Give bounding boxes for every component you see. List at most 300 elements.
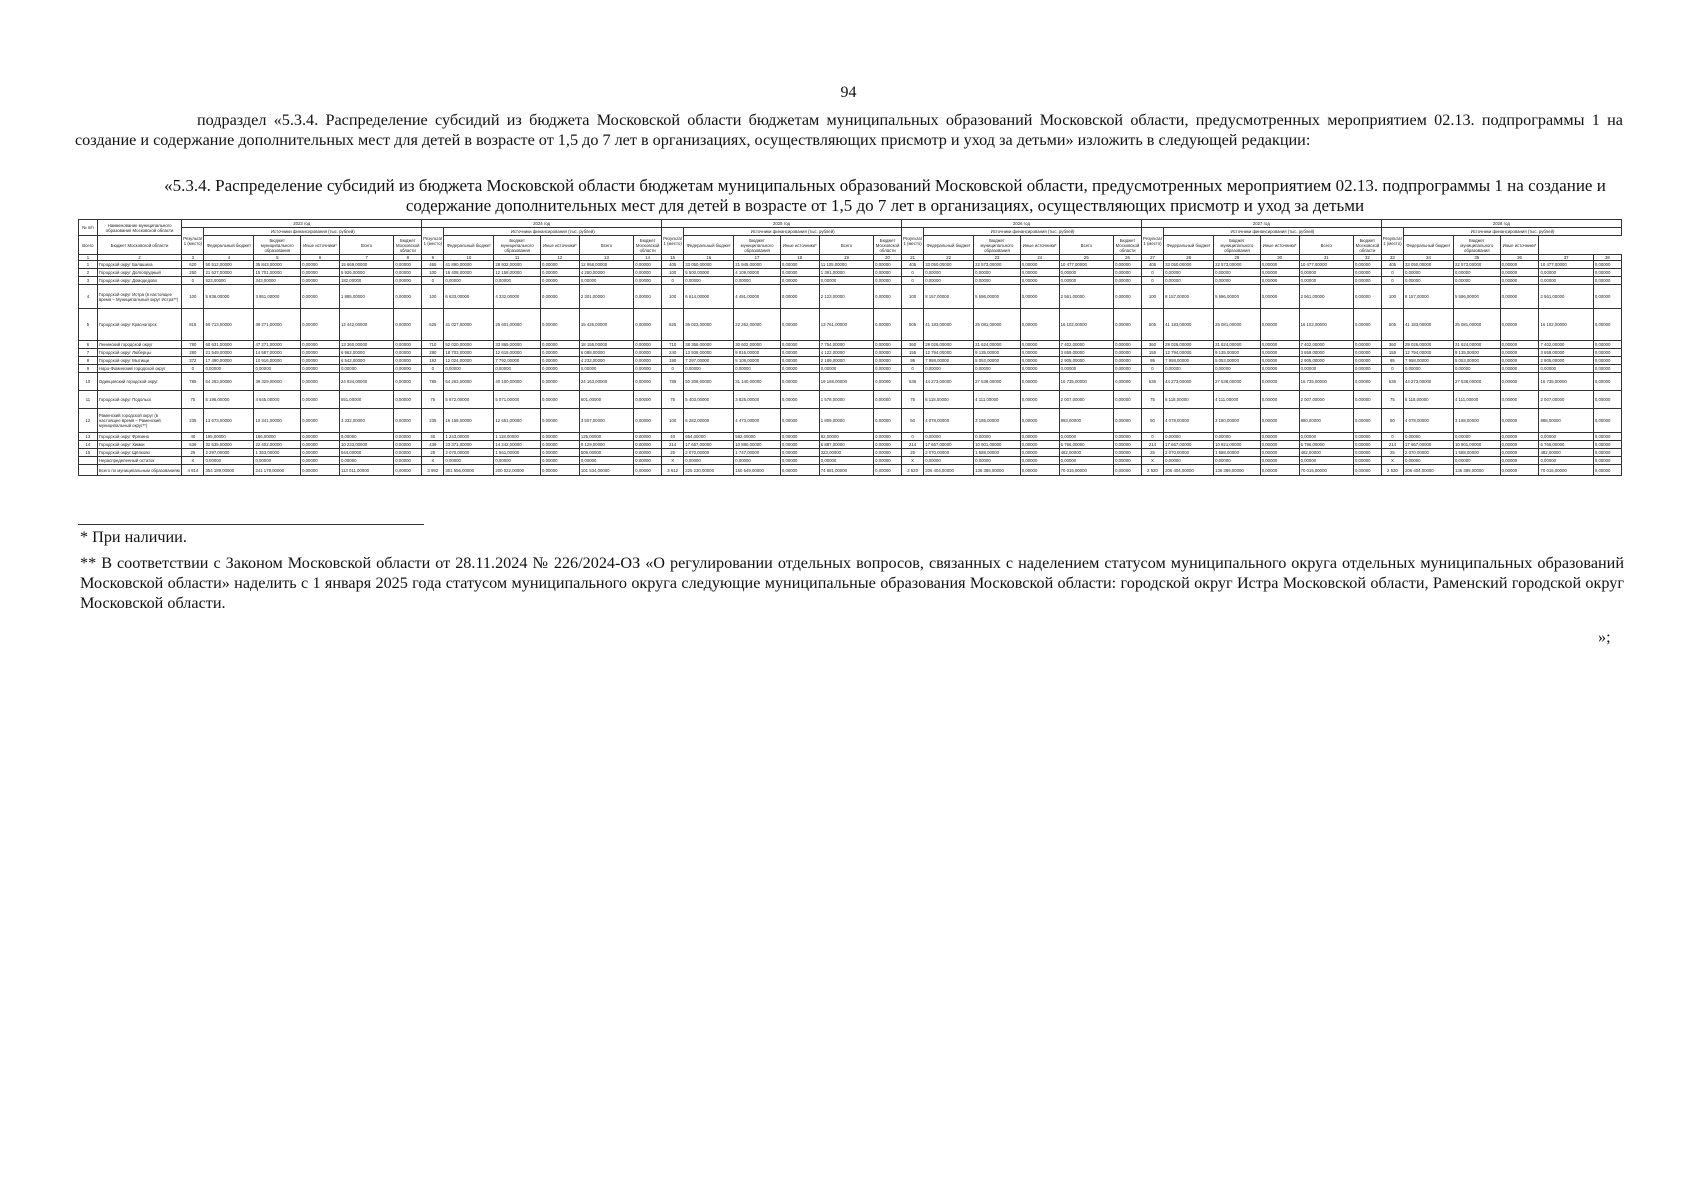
cell-amount: 39 329,00000 <box>254 373 301 391</box>
col-number: 14 <box>634 255 662 261</box>
col-number: 31 <box>1299 255 1353 261</box>
col-number: 16 <box>684 255 734 261</box>
cell-amount: 2 561,00000 <box>1059 285 1113 309</box>
cell-amount: 482,00000 <box>1059 449 1113 457</box>
col-number: 33 <box>1381 255 1403 261</box>
table-row <box>79 373 1622 391</box>
cell-amount: 136 389,00000 <box>1214 465 1261 476</box>
cell-amount: 44 273,00000 <box>1164 373 1214 391</box>
cell-amount: 6 088,00000 <box>579 349 633 357</box>
cell-result: 100 <box>662 409 684 433</box>
cell-amount: 4 078,00000 <box>1404 409 1454 433</box>
cell-amount: 0,00000 <box>780 309 819 341</box>
cell-amount: 22 402,00000 <box>254 441 301 449</box>
cell-amount: 0,00000 <box>394 349 422 357</box>
cell-amount: 27 538,00000 <box>1214 373 1261 391</box>
cell-amount: 25 081,00000 <box>1453 309 1500 341</box>
cell-result: 405 <box>662 261 684 269</box>
cell-amount: 0,00000 <box>301 441 340 449</box>
col-subcol-header: Бюджет Московской области <box>874 236 902 255</box>
cell-amount: 944,00000 <box>339 449 393 457</box>
cell-amount: 5 672,00000 <box>444 391 494 409</box>
cell-amount: 0,00000 <box>301 409 340 433</box>
cell-amount: 0,00000 <box>780 409 819 433</box>
cell-amount: 0,00000 <box>1020 449 1059 457</box>
cell-amount: 5 053,00000 <box>974 357 1021 365</box>
cell-amount: 4 491,00000 <box>734 285 781 309</box>
cell-amount: 0,00000 <box>1020 365 1059 373</box>
cell-result: 465 <box>422 261 444 269</box>
cell-amount: 41 890,00000 <box>444 261 494 269</box>
cell-amount: 2 007,00000 <box>1539 391 1593 409</box>
cell-amount: 13 673,00000 <box>204 409 254 433</box>
cell-amount: 0,00000 <box>1353 373 1381 391</box>
cell-amount: 0,00000 <box>1260 441 1299 449</box>
cell-amount: 0,00000 <box>974 365 1021 373</box>
col-result-header: Результат 1 (место) <box>901 228 923 255</box>
cell-amount: 0,00000 <box>1114 309 1142 341</box>
col-number: 8 <box>394 255 422 261</box>
cell-amount: 0,00000 <box>444 457 494 465</box>
cell-amount: 0,00000 <box>540 365 579 373</box>
cell-amount: 582,00000 <box>734 433 781 441</box>
cell-amount: 0,00000 <box>1453 269 1500 277</box>
cell-amount: 64 263,00000 <box>204 373 254 391</box>
cell-amount: 0,00000 <box>1214 277 1261 285</box>
cell-amount: 9 129,00000 <box>579 441 633 449</box>
cell-amount: 0,00000 <box>1020 261 1059 269</box>
cell-amount: 0,00000 <box>540 357 579 365</box>
cell-amount: 0,00000 <box>1114 349 1142 357</box>
cell-amount: 0,00000 <box>1020 433 1059 441</box>
col-number: 12 <box>540 255 579 261</box>
cell-amount: 15 701,00000 <box>254 269 301 277</box>
row-municipality-name: Городской округ Истра (в настоящее время – Муниципальный округ Истра**) <box>97 285 181 309</box>
cell-amount: 125,00000 <box>579 433 633 441</box>
cell-amount: 0,00000 <box>634 349 662 357</box>
cell-amount: 0,00000 <box>924 365 974 373</box>
cell-amount: 4 332,00000 <box>494 285 541 309</box>
cell-amount: 0,00000 <box>1114 373 1142 391</box>
cell-amount: 16 102,00000 <box>1539 309 1593 341</box>
cell-amount: 2 070,00000 <box>1164 449 1214 457</box>
cell-amount: 354 189,00000 <box>204 465 254 476</box>
cell-amount: 0,00000 <box>780 465 819 476</box>
cell-amount: 21 945,00000 <box>734 261 781 269</box>
cell-result: 280 <box>182 349 204 357</box>
cell-result: 0 <box>1141 433 1163 441</box>
cell-amount: 0,00000 <box>1114 357 1142 365</box>
col-subcol-header: Бюджет муниципального образования <box>494 236 541 255</box>
cell-amount: 16 158,00000 <box>444 409 494 433</box>
cell-result: 439 <box>422 441 444 449</box>
cell-amount: 0,00000 <box>1593 441 1621 449</box>
cell-amount: 0,00000 <box>634 277 662 285</box>
cell-amount: 17 667,00000 <box>684 441 734 449</box>
cell-amount: 12 024,00000 <box>444 357 494 365</box>
cell-amount: 21 549,00000 <box>204 349 254 357</box>
table-row <box>79 285 1622 309</box>
cell-amount: 10 477,00000 <box>1539 261 1593 269</box>
cell-amount: 0,00000 <box>1114 365 1142 373</box>
cell-result: 505 <box>1141 309 1163 341</box>
cell-amount: 0,00000 <box>780 449 819 457</box>
header-sources-row <box>79 228 1622 236</box>
cell-amount: 0,00000 <box>1500 457 1539 465</box>
cell-amount: 0,00000 <box>1299 433 1353 441</box>
cell-result: X <box>662 457 684 465</box>
col-subcol-header: Бюджет Московской области <box>1114 236 1142 255</box>
cell-amount: 0,00000 <box>394 261 422 269</box>
cell-result: 0 <box>901 365 923 373</box>
cell-amount: 0,00000 <box>974 433 1021 441</box>
cell-amount: 0,00000 <box>254 365 301 373</box>
cell-amount: 2 301,00000 <box>579 285 633 309</box>
table-row <box>79 341 1622 349</box>
cell-amount: 0,00000 <box>1164 365 1214 373</box>
cell-amount: 10 901,00000 <box>974 441 1021 449</box>
cell-amount: 0,00000 <box>874 285 902 309</box>
row-number: 2 <box>79 269 98 277</box>
cell-amount: 482,00000 <box>1539 449 1593 457</box>
cell-result: 214 <box>901 441 923 449</box>
col-number: 2 <box>97 255 181 261</box>
cell-amount: 0,00000 <box>684 365 734 373</box>
cell-amount: 0,00000 <box>974 277 1021 285</box>
cell-result: 100 <box>662 269 684 277</box>
cell-amount: 41 183,00000 <box>1164 309 1214 341</box>
footnote-1: * При наличии. <box>80 528 187 546</box>
cell-amount: 0,00000 <box>974 269 1021 277</box>
year-header: 2027 год <box>1141 220 1381 228</box>
col-number: 17 <box>734 255 781 261</box>
cell-amount: 0,00000 <box>394 441 422 449</box>
cell-amount: 0,00000 <box>301 357 340 365</box>
cell-amount: 601,00000 <box>579 391 633 409</box>
cell-amount: 41 027,00000 <box>444 309 494 341</box>
cell-amount: 0,00000 <box>1260 457 1299 465</box>
cell-amount: 0,00000 <box>1500 285 1539 309</box>
cell-amount: 32 635,00000 <box>204 441 254 449</box>
cell-result: 372 <box>182 357 204 365</box>
cell-amount: 52 020,00000 <box>444 341 494 349</box>
cell-amount: 2 561,00000 <box>1299 285 1353 309</box>
cell-amount: 0,00000 <box>301 449 340 457</box>
cell-amount: 38 356,00000 <box>684 341 734 349</box>
cell-result: 3 992 <box>422 465 444 476</box>
cell-amount: 7 402,00000 <box>1299 341 1353 349</box>
cell-result: 360 <box>901 341 923 349</box>
cell-amount: 0,00000 <box>874 277 902 285</box>
row-number <box>79 465 98 476</box>
cell-amount: 509,00000 <box>579 449 633 457</box>
cell-amount: 5 053,00000 <box>1214 357 1261 365</box>
cell-amount: 0,00000 <box>1299 365 1353 373</box>
cell-amount: 38 271,00000 <box>254 309 301 341</box>
cell-amount: 0,00000 <box>339 365 393 373</box>
cell-result: 250 <box>182 269 204 277</box>
cell-amount: 0,00000 <box>1260 349 1299 357</box>
cell-amount: 0,00000 <box>874 349 902 357</box>
cell-amount: 0,00000 <box>874 457 902 465</box>
cell-amount: 3 188,00000 <box>1453 409 1500 433</box>
cell-result: 25 <box>662 449 684 457</box>
cell-amount: 25 601,00000 <box>494 309 541 341</box>
table-row <box>79 433 1622 441</box>
cell-amount: 0,00000 <box>1500 373 1539 391</box>
cell-result: 2 520 <box>1141 465 1163 476</box>
row-number: 13 <box>79 433 98 441</box>
table-row <box>79 349 1622 357</box>
cell-result: 405 <box>1381 261 1403 269</box>
cell-amount: 12 794,00000 <box>924 349 974 357</box>
cell-amount: 0,00000 <box>494 277 541 285</box>
col-number: 26 <box>1114 255 1142 261</box>
cell-amount: 0,00000 <box>734 277 781 285</box>
col-subcol-header: Иные источники* <box>301 236 340 255</box>
cell-amount: 0,00000 <box>780 373 819 391</box>
cell-result: 0 <box>422 365 444 373</box>
cell-amount: 0,00000 <box>301 349 340 357</box>
cell-amount: 7 297,00000 <box>684 357 734 365</box>
cell-amount: 0,00000 <box>634 409 662 433</box>
year-header: 2028 год <box>1381 220 1621 228</box>
cell-amount: 0,00000 <box>540 349 579 357</box>
col-subcol-header: Федеральный бюджет <box>924 236 974 255</box>
cell-result: 0 <box>422 277 444 285</box>
cell-amount: 2 070,00000 <box>684 449 734 457</box>
cell-amount: 206 404,00000 <box>1164 465 1214 476</box>
row-number: 10 <box>79 373 98 391</box>
cell-amount: 0,00000 <box>540 465 579 476</box>
cell-amount: 70 015,00000 <box>1299 465 1353 476</box>
cell-result: 0 <box>901 277 923 285</box>
cell-amount: 17 667,00000 <box>924 441 974 449</box>
cell-result: 785 <box>422 373 444 391</box>
cell-amount: 0,00000 <box>1353 449 1381 457</box>
cell-amount: 0,00000 <box>394 373 422 391</box>
cell-amount: 0,00000 <box>1260 433 1299 441</box>
cell-amount: 4 250,00000 <box>579 269 633 277</box>
cell-amount: 0,00000 <box>301 277 340 285</box>
row-number: 8 <box>79 357 98 365</box>
cell-amount: 0,00000 <box>1539 277 1593 285</box>
col-subcol-header: Иные источники* <box>1260 236 1299 255</box>
cell-amount: 0,00000 <box>1114 409 1142 433</box>
cell-amount: 33 050,00000 <box>1404 261 1454 269</box>
year-header: 2025 год <box>662 220 902 228</box>
cell-amount: 206 404,00000 <box>1404 465 1454 476</box>
cell-amount: 0,00000 <box>874 341 902 349</box>
cell-amount: 7 402,00000 <box>1059 341 1113 349</box>
cell-amount: 0,00000 <box>1500 341 1539 349</box>
cell-amount: 50 512,00000 <box>204 261 254 269</box>
row-municipality-name: Городской округ Домодедово <box>97 277 181 285</box>
cell-amount: 12 615,00000 <box>494 349 541 357</box>
cell-amount: 0,00000 <box>780 341 819 349</box>
row-municipality-name: Одинцовский городской округ <box>97 373 181 391</box>
cell-result: X <box>422 457 444 465</box>
cell-amount: 21 624,00000 <box>1453 341 1500 349</box>
cell-amount: 0,00000 <box>1593 285 1621 309</box>
col-number: 13 <box>579 255 633 261</box>
cell-amount: 0,00000 <box>924 277 974 285</box>
cell-amount: 50 308,00000 <box>684 373 734 391</box>
cell-amount: 0,00000 <box>1020 457 1059 465</box>
cell-amount: 0,00000 <box>874 465 902 476</box>
cell-amount: 2 905,00000 <box>1059 357 1113 365</box>
cell-amount: 8 157,00000 <box>1404 285 1454 309</box>
cell-amount: 0,00000 <box>1114 457 1142 465</box>
cell-amount: 0,00000 <box>1539 269 1593 277</box>
cell-amount: 0,00000 <box>634 261 662 269</box>
cell-amount: 0,00000 <box>634 391 662 409</box>
cell-amount: 0,00000 <box>1353 441 1381 449</box>
cell-result: 0 <box>901 433 923 441</box>
cell-result: 0 <box>1141 365 1163 373</box>
col-result-header: Результат 1 (место) <box>422 228 444 255</box>
cell-amount: 0,00000 <box>1020 309 1059 341</box>
col-number: 35 <box>1453 255 1500 261</box>
cell-amount: 0,00000 <box>394 457 422 465</box>
table-row <box>79 261 1622 269</box>
table-row <box>79 391 1622 409</box>
cell-amount: 21 624,00000 <box>974 341 1021 349</box>
cell-amount: 0,00000 <box>1593 391 1621 409</box>
cell-amount: 0,00000 <box>780 269 819 277</box>
cell-amount: 0,00000 <box>819 365 873 373</box>
cell-amount: 7 958,00000 <box>1404 357 1454 365</box>
cell-amount: 2 070,00000 <box>924 449 974 457</box>
cell-amount: 22 573,00000 <box>1453 261 1500 269</box>
cell-amount: 0,00000 <box>634 309 662 341</box>
row-municipality-name: Городской округ Балашиха <box>97 261 181 269</box>
cell-amount: 0,00000 <box>780 391 819 409</box>
cell-amount: 0,00000 <box>540 391 579 409</box>
cell-amount: 3 659,00000 <box>1059 349 1113 357</box>
col-subcol-header: Федеральный бюджет <box>1164 236 1214 255</box>
cell-amount: 0,00000 <box>1353 357 1381 365</box>
col-number: 29 <box>1214 255 1261 261</box>
cell-result: 3 612 <box>662 465 684 476</box>
cell-result: 75 <box>422 391 444 409</box>
cell-amount: 0,00000 <box>874 357 902 365</box>
cell-amount: 0,00000 <box>494 365 541 373</box>
closing-mark: »; <box>1598 628 1611 646</box>
cell-amount: 0,00000 <box>1539 433 1593 441</box>
cell-amount: 0,00000 <box>444 365 494 373</box>
cell-amount: 0,00000 <box>1539 457 1593 465</box>
cell-amount: 0,00000 <box>540 261 579 269</box>
cell-amount: 24 934,00000 <box>339 373 393 391</box>
cell-amount: 3 507,00000 <box>579 409 633 433</box>
cell-amount: 0,00000 <box>394 309 422 341</box>
cell-amount: 0,00000 <box>1404 457 1454 465</box>
cell-amount: 29 026,00000 <box>1404 341 1454 349</box>
cell-amount: 0,00000 <box>1114 449 1142 457</box>
cell-amount: 7 958,00000 <box>1164 357 1214 365</box>
cell-amount: 0,00000 <box>540 285 579 309</box>
cell-amount: 0,00000 <box>394 357 422 365</box>
cell-result: 190 <box>662 357 684 365</box>
year-header: 2024 год <box>422 220 662 228</box>
cell-amount: 7 958,00000 <box>924 357 974 365</box>
cell-amount: 0,00000 <box>1500 433 1539 441</box>
cell-amount: 893,00000 <box>1059 409 1113 433</box>
cell-amount: 0,00000 <box>394 365 422 373</box>
table-row <box>79 365 1622 373</box>
cell-amount: 0,00000 <box>339 457 393 465</box>
cell-amount: 82,00000 <box>819 433 873 441</box>
cell-amount: 0,00000 <box>780 349 819 357</box>
cell-amount: 9,00000 <box>339 433 393 441</box>
cell-result: 95 <box>1381 357 1403 365</box>
cell-amount: 8 157,00000 <box>1164 285 1214 309</box>
cell-amount: 0,00000 <box>1593 261 1621 269</box>
cell-amount: 25 081,00000 <box>974 309 1021 341</box>
col-subcol-header: Бюджет муниципального образования <box>974 236 1021 255</box>
cell-amount: 136 389,00000 <box>974 465 1021 476</box>
cell-amount: 0,00000 <box>1593 457 1621 465</box>
cell-amount: 27 538,00000 <box>1453 373 1500 391</box>
cell-amount: 1 747,00000 <box>734 449 781 457</box>
cell-amount: 0,00000 <box>874 365 902 373</box>
cell-result: 536 <box>1141 373 1163 391</box>
cell-amount: 0,00000 <box>1114 269 1142 277</box>
row-number: 15 <box>79 449 98 457</box>
cell-amount: 0,00000 <box>1593 373 1621 391</box>
row-number: 11 <box>79 391 98 409</box>
cell-amount: 2 007,00000 <box>1059 391 1113 409</box>
cell-amount: 44 273,00000 <box>1404 373 1454 391</box>
cell-amount: 0,00000 <box>924 269 974 277</box>
cell-amount: 664,00000 <box>684 433 734 441</box>
cell-amount: 0,00000 <box>1593 341 1621 349</box>
cell-amount: 22 573,00000 <box>1214 261 1261 269</box>
cell-amount: 0,00000 <box>1500 357 1539 365</box>
cell-amount: 195,00000 <box>204 433 254 441</box>
cell-result: 50 <box>1381 409 1403 433</box>
cell-amount: 0,00000 <box>494 457 541 465</box>
cell-amount: 1 391,00000 <box>819 269 873 277</box>
table-row <box>79 409 1622 433</box>
cell-amount: 16 735,00000 <box>1539 373 1593 391</box>
col-sources-header: Источники финансирования (тыс. рублей) <box>204 228 422 236</box>
cell-amount: 6 796,00000 <box>1299 441 1353 449</box>
cell-amount: 3 180,00000 <box>1214 409 1261 433</box>
cell-result: 75 <box>1141 391 1163 409</box>
cell-amount: 0,00000 <box>1020 373 1059 391</box>
cell-amount: 0,00000 <box>1404 269 1454 277</box>
cell-amount: 0,00000 <box>1020 409 1059 433</box>
col-sources-header: Источники финансирования (тыс. рублей) <box>1404 228 1622 236</box>
cell-amount: 0,00000 <box>874 441 902 449</box>
cell-amount: 0,00000 <box>394 449 422 457</box>
col-subcol-header: Бюджет Московской области <box>394 236 422 255</box>
cell-result: 780 <box>182 341 204 349</box>
cell-result: 785 <box>662 373 684 391</box>
cell-result: 280 <box>422 349 444 357</box>
cell-amount: 10 901,00000 <box>1453 441 1500 449</box>
cell-amount: 1 118,00000 <box>494 433 541 441</box>
cell-result: 25 <box>182 449 204 457</box>
cell-amount: 3 951,00000 <box>254 285 301 309</box>
cell-result: 95 <box>1141 357 1163 365</box>
cell-result: 2 520 <box>1381 465 1403 476</box>
cell-result: 192 <box>422 357 444 365</box>
cell-amount: 2 070,00000 <box>444 449 494 457</box>
cell-amount: 4 078,00000 <box>1164 409 1214 433</box>
